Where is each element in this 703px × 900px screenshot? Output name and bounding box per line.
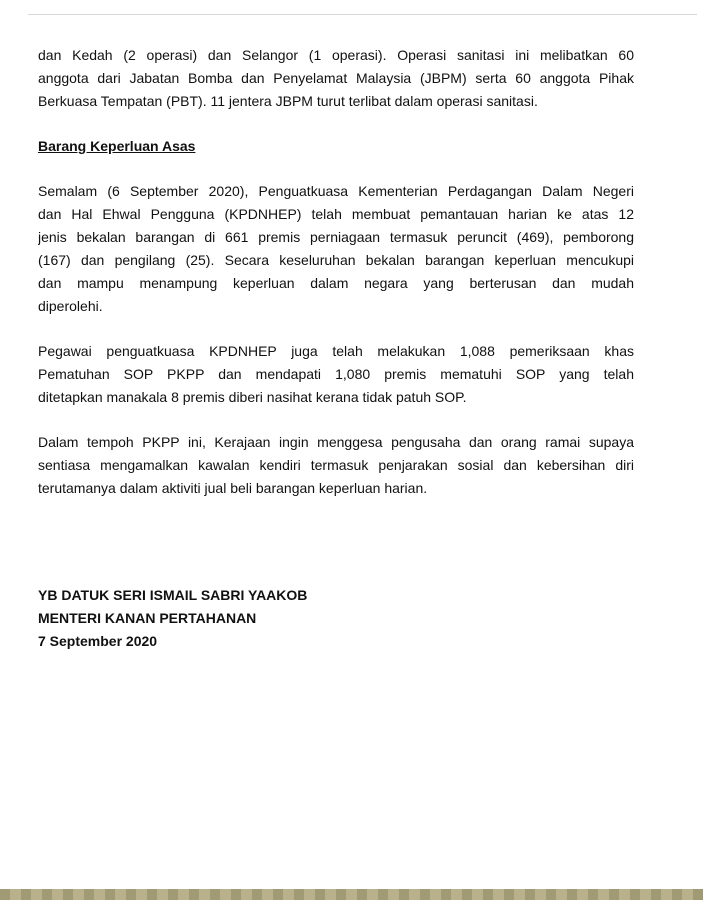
- text-line: Dalam tempoh PKPP ini, Kerajaan ingin menggesa pengusaha dan orang ramai supaya: [38, 434, 634, 450]
- text-line: dan mampu menampung keperluan dalam negara yang berterusan dan mudah: [38, 275, 634, 291]
- document-date: 7 September 2020: [38, 633, 158, 649]
- signatory-title: MENTERI KANAN PERTAHANAN: [38, 610, 257, 626]
- text-line: diperolehi.: [38, 298, 103, 314]
- page-bottom-border: [0, 889, 703, 900]
- text-line: (167) dan pengilang (25). Secara keseluruhan bekalan barangan keperluan mencukupi: [38, 252, 634, 268]
- page-top-divider: [28, 14, 697, 15]
- text-line: Pegawai penguatkuasa KPDNHEP juga telah melakukan 1,088 pemeriksaan khas: [38, 343, 634, 359]
- section-heading: Barang Keperluan Asas: [38, 138, 196, 154]
- paragraph-inspection: [38, 340, 634, 409]
- signature-block: [38, 584, 634, 653]
- text-line: anggota dari Jabatan Bomba dan Penyelamat Malaysia (JBPM) serta 60 anggota Pihak: [38, 70, 634, 86]
- paragraph-appeal: [38, 431, 634, 500]
- paragraph-monitoring: [38, 180, 634, 318]
- signatory-name: YB DATUK SERI ISMAIL SABRI YAAKOB: [38, 587, 308, 603]
- text-line: dan Kedah (2 operasi) dan Selangor (1 operasi). Operasi sanitasi ini melibatkan 60: [38, 47, 634, 63]
- text-line: Berkuasa Tempatan (PBT). 11 jentera JBPM turut terlibat dalam operasi sanitasi.: [38, 93, 538, 109]
- text-line: jenis bekalan barangan di 661 premis perniagaan termasuk peruncit (469), pemborong: [38, 229, 634, 245]
- text-line: Pematuhan SOP PKPP dan mendapati 1,080 premis mematuhi SOP yang telah: [38, 366, 634, 382]
- text-line: ditetapkan manakala 8 premis diberi nasihat kerana tidak patuh SOP.: [38, 389, 467, 405]
- text-line: dan Hal Ehwal Pengguna (KPDNHEP) telah membuat pemantauan harian ke atas 12: [38, 206, 634, 222]
- text-line: Semalam (6 September 2020), Penguatkuasa Kementerian Perdagangan Dalam Negeri: [38, 183, 634, 199]
- text-line: terutamanya dalam aktiviti jual beli barangan keperluan harian.: [38, 480, 428, 496]
- paragraph-sanitation: [38, 44, 634, 113]
- document-body: [38, 44, 634, 653]
- text-line: sentiasa mengamalkan kawalan kendiri termasuk penjarakan sosial dan kebersihan diri: [38, 457, 634, 473]
